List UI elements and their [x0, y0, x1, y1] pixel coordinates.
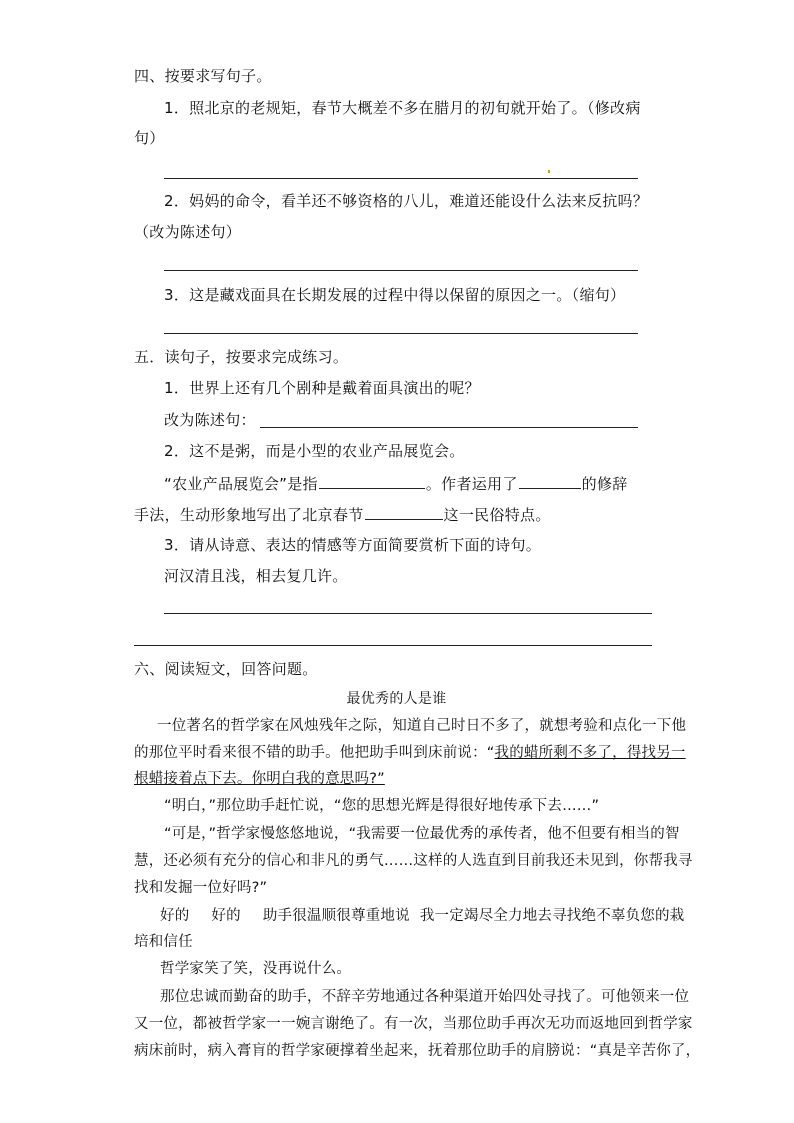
p4-word-1: 好的: [160, 908, 190, 924]
p3-line2: 慧，还必须有充分的信心和非凡的勇气……这样的人选直到目前我还未见到，你帮我寻: [134, 853, 693, 869]
s5-q2-line1: [164, 472, 628, 494]
s5-q2-line2: [134, 503, 551, 525]
s4-q1-wrap: 句）: [134, 129, 165, 147]
p1-line1: 一位著名的哲学家在风烛残年之际，知道自己时日不多了，就想考验和点化一下他: [157, 718, 687, 734]
s5-q2-blank-custom[interactable]: [365, 503, 443, 520]
p4-word-4: 我一定竭尽全力地去寻找绝不辜负您的栽: [419, 908, 685, 924]
s4-q3-answer-line[interactable]: [164, 333, 638, 334]
s4-q1-answer-line[interactable]: [164, 178, 638, 179]
s5-q2-blank-meaning[interactable]: [319, 472, 425, 489]
s5-q2-text-a: “农业产品展览会”是指: [164, 475, 318, 493]
s5-q1-text: 1．世界上还有几个剧种是戴着面具演出的呢？: [164, 379, 480, 397]
p6-line3: 病床前时，病入膏肓的哲学家硬撑着坐起来，抚着那位助手的肩膀说：“真是辛苦你了，: [134, 1043, 701, 1059]
s5-q2-text-d: 手法，生动形象地写出了北京春节: [134, 506, 364, 524]
section-6-heading: 六、阅读短文，回答问题。: [134, 660, 318, 678]
s5-q2-text-e: 这一民俗特点。: [443, 506, 551, 524]
p1-line2: [134, 743, 686, 763]
s5-poem: 河汉清且浅，相去复几许。: [164, 567, 348, 585]
p6-line2: 又一位，都被哲学家一一婉言谢绝了。有一次，当那位助手再次无功而返地回到哲学家: [134, 1016, 693, 1032]
s5-q3-text: 3．请从诗意、表达的情感等方面简要赏析下面的诗句。: [164, 536, 542, 554]
p4-word-2: 好的: [211, 908, 241, 924]
p4-word-3: 助手很温顺很尊重地说: [262, 908, 410, 924]
s4-q2-wrap: （改为陈述句）: [134, 223, 242, 241]
p1-line2-underlined: 我的蜡所剩不多了，得找另一: [494, 745, 686, 761]
p2-line: “明白，”那位助手赶忙说，“您的思想光辉是得很好地传承下去……”: [164, 798, 600, 814]
p1-line2-text: 的那位平时看来很不错的助手。他把助手叫到床前说：“: [134, 745, 495, 761]
s4-q2-answer-line[interactable]: [164, 270, 638, 271]
p3-line1: “可是，”哲学家慢悠悠地说，“我需要一位最优秀的承传者，他不但要有相当的智: [164, 826, 680, 842]
s4-q2-text: 2．妈妈的命令，看羊还不够资格的八儿，难道还能设什么法来反抗吗？: [164, 192, 649, 210]
s5-q2-blank-rhetoric[interactable]: [519, 472, 581, 489]
mark-dot: [548, 170, 550, 173]
p3-line3: 找和发掘一位好吗?”: [134, 880, 268, 896]
p4-line1: [160, 906, 684, 926]
section-4-heading: 四、按要求写句子。: [134, 67, 272, 85]
s5-q3-answer-line-2[interactable]: [134, 645, 652, 646]
s5-q1-answer-line[interactable]: [260, 427, 638, 428]
p5-line: 哲学家笑了笑，没再说什么。: [160, 961, 352, 977]
s5-q1-prompt: 改为陈述句：: [164, 411, 256, 429]
s5-q2-text-c: 的修辞: [581, 475, 628, 493]
p6-line1: 那位忠诚而勤奋的助手，不辞辛劳地通过各种渠道开始四处寻找了。可他领来一位: [160, 989, 690, 1005]
p4-line2: 培和信任: [134, 934, 193, 950]
section-5-heading: 五．读句子，按要求完成练习。: [134, 348, 349, 366]
s5-q2-text-b: 。作者运用了: [425, 475, 518, 493]
s5-q2-text: 2．这不是粥，而是小型的农业产品展览会。: [164, 442, 465, 460]
passage-title: 最优秀的人是谁: [346, 691, 447, 707]
p1-line3-underlined: 根蜡接着点下去。你明白我的意思吗?”: [134, 771, 385, 787]
s4-q1-text: 1．照北京的老规矩，春节大概差不多在腊月的初旬就开始了。（修改病: [164, 99, 641, 117]
s4-q3-text: 3．这是藏戏面具在长期发展的过程中得以保留的原因之一。（缩句）: [164, 286, 626, 304]
s5-q3-answer-line-1[interactable]: [164, 613, 652, 614]
